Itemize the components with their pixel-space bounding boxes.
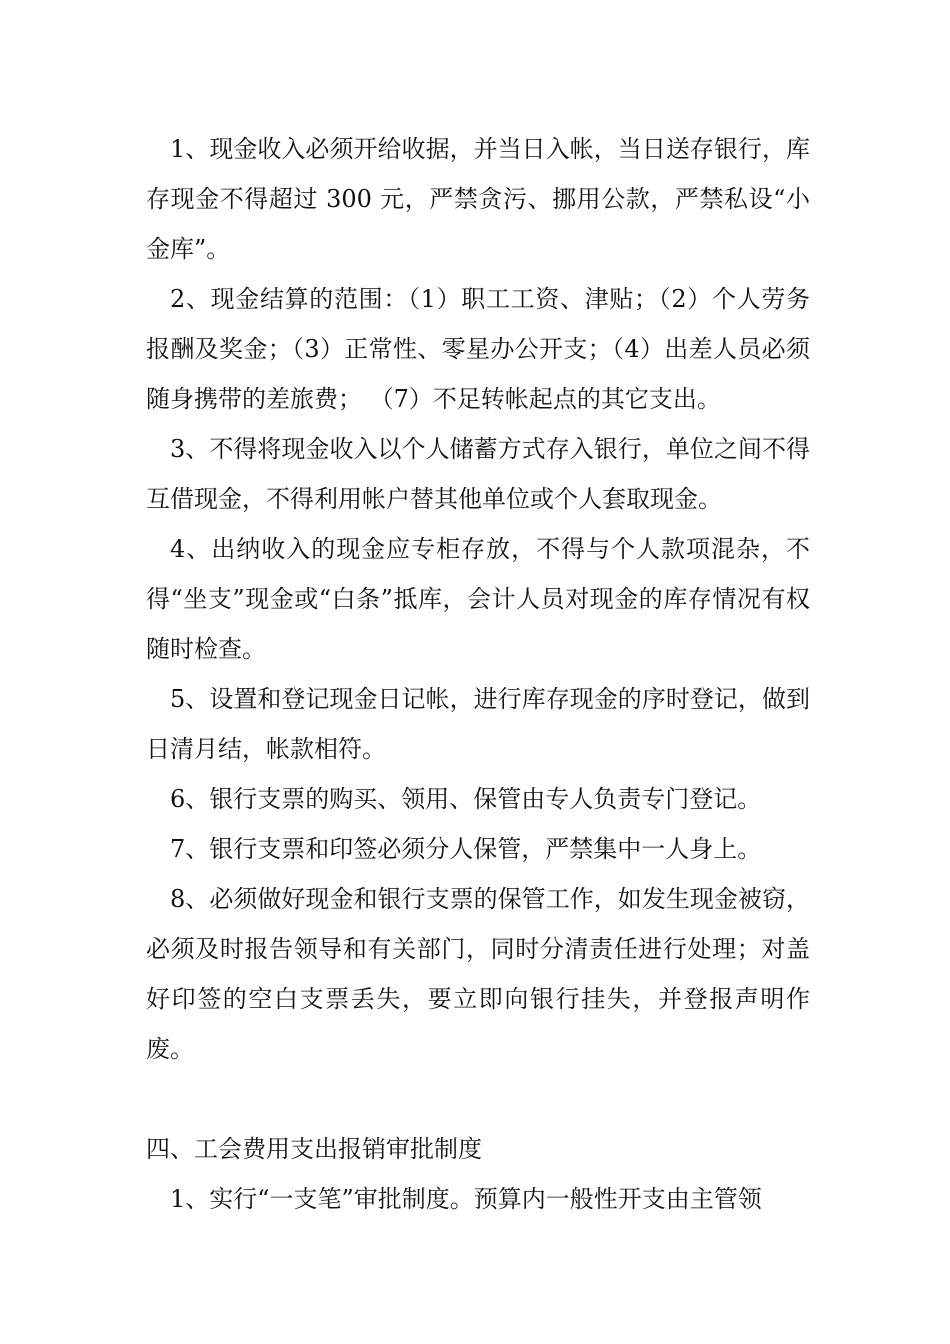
rule-paragraph-cash-storage: 4、出纳收入的现金应专柜存放，不得与个人款项混杂，不得“坐支”现金或“白条”抵库，会计人员对现金的库存情况有权随时检查。 (146, 535, 810, 663)
rule-paragraph-cash-settlement-scope: 2、现金结算的范围：（1）职工工资、津贴；（2）个人劳务报酬及奖金；（3）正常性、零星办公开支；（4）出差人员必须随身携带的差旅费； （7）不足转帐起点的其它支出。 (146, 285, 810, 413)
rule-paragraph-cash-journal: 5、设置和登记现金日记帐，进行库存现金的序时登记，做到日清月结，帐款相符。 (146, 685, 810, 763)
section-heading: 四、工会费用支出报销审批制度 (146, 1135, 482, 1163)
document-body (146, 124, 810, 1224)
rule-paragraph-approval: 1、实行“一支笔”审批制度。预算内一般性开支由主管领 (170, 1185, 762, 1213)
rule-paragraph-no-personal-deposit: 3、不得将现金收入以个人储蓄方式存入银行，单位之间不得互借现金，不得利用帐户替其他单位或个人套取现金。 (146, 435, 810, 513)
rule-paragraph-safekeeping: 8、必须做好现金和银行支票的保管工作，如发生现金被窃，必须及时报告领导和有关部门，同时分清责任进行处理；对盖好印签的空白支票丢失，要立即向银行挂失，并登报声明作废。 (146, 885, 810, 1063)
rule-paragraph-check-seal-custody: 7、银行支票和印签必须分人保管，严禁集中一人身上。 (170, 835, 762, 863)
rule-paragraph-check-purchase: 6、银行支票的购买、领用、保管由专人负责专门登记。 (170, 785, 762, 813)
rule-paragraph-cash-receipts: 1、现金收入必须开给收据，并当日入帐，当日送存银行，库存现金不得超过 300 元，严禁贪污、挪用公款，严禁私设“小金库”。 (146, 135, 810, 263)
